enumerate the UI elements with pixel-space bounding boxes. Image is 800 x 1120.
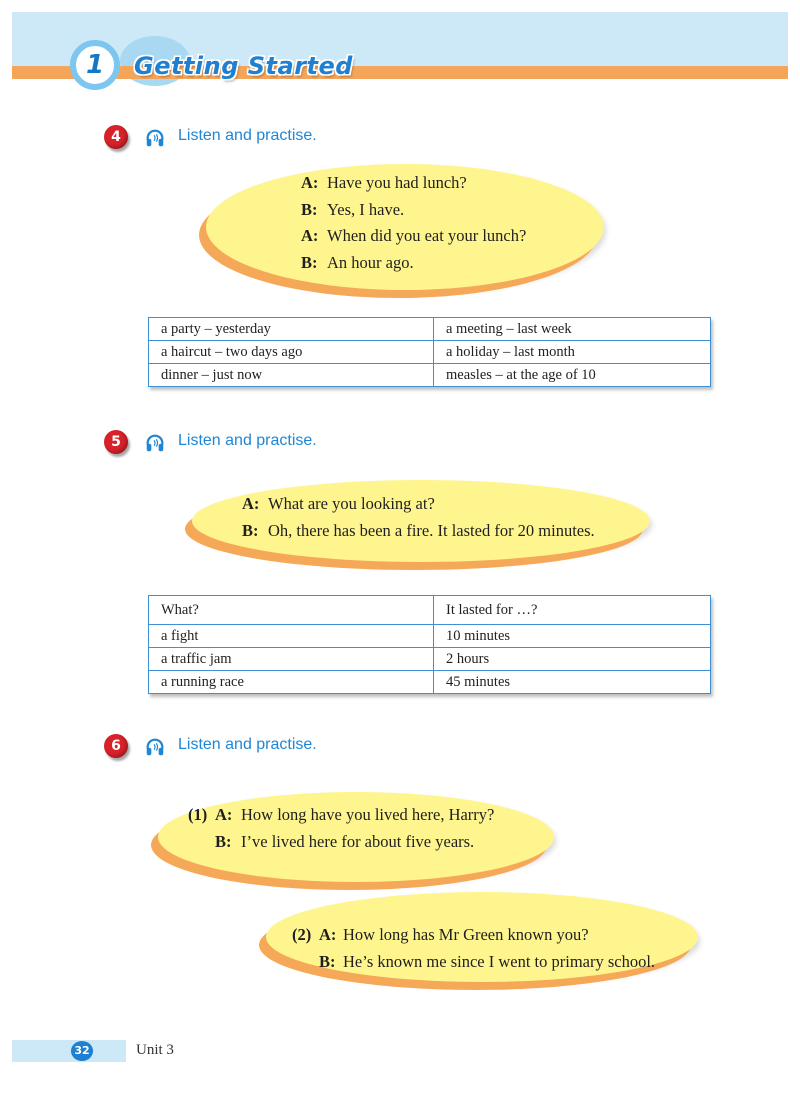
dialogue [242,491,595,544]
table-cell: dinner – just now [149,364,434,387]
dialogue-1 [188,802,494,855]
table-cell: measles – at the age of 10 [434,364,711,387]
table-row [149,341,711,364]
dialogue-text: He’s known me since I went to primary school. [343,951,656,971]
section-instruction: Listen and practise. [178,432,317,449]
unit-number: 1 [85,50,105,80]
page-number: 32 [71,1041,93,1061]
header-stripe [12,66,788,79]
table-cell: a traffic jam [149,648,434,671]
dialogue-text: Yes, I have. [327,199,405,219]
dialogue-text: Oh, there has been a fire. It lasted for 20 minutes. [268,520,595,540]
practice-table [148,317,711,387]
section-5-header [104,430,504,456]
table-header-cell: It lasted for …? [434,596,711,625]
section-6-header [104,734,504,760]
table-row [149,364,711,387]
table-row [149,625,711,648]
speaker-label: A: [301,173,319,192]
table-cell: a haircut – two days ago [149,341,434,364]
dialogue-line [301,197,526,224]
headphones-icon[interactable] [144,127,166,149]
dialogue-line [292,922,655,949]
dialogue-line [242,518,595,545]
dialogue-line [188,829,494,856]
dialogue-text: When did you eat your lunch? [327,226,527,245]
speaker-label: A: [319,925,337,944]
table-cell: a fight [149,625,434,648]
speaker-label: B: [215,831,232,851]
section-instruction: Listen and practise. [178,127,317,144]
table-row [149,671,711,694]
dialogue-text: How long have you lived here, Harry? [241,805,495,824]
table-cell: a running race [149,671,434,694]
section-number-badge: 6 [104,734,128,758]
section-instruction: Listen and practise. [178,736,317,753]
speaker-label: B: [301,199,318,219]
footer-band [12,1040,126,1062]
dialogue-number: (1) [188,805,208,824]
speaker-label: A: [242,494,260,513]
dialogue-text: How long has Mr Green known you? [343,925,589,944]
dialogue-line [242,491,595,518]
table-cell: a meeting – last week [434,318,711,341]
section-4-header [104,125,504,151]
dialogue-line [188,802,494,829]
unit-number-badge [70,40,120,90]
dialogue-text: An hour ago. [327,252,414,272]
dialogue-number: (2) [292,925,312,944]
dialogue-line [301,170,526,197]
dialogue-line [301,223,526,250]
headphones-icon[interactable] [144,736,166,758]
table-cell: 10 minutes [434,625,711,648]
section-number-badge: 5 [104,430,128,454]
table-header-row [149,596,711,625]
table-row [149,318,711,341]
page-title: Getting Started [134,52,353,80]
speaker-label: B: [242,520,259,540]
dialogue [301,170,526,276]
table-cell: 45 minutes [434,671,711,694]
speaker-label: A: [301,226,319,245]
speaker-label: A: [215,805,233,824]
dialogue-text: What are you looking at? [268,494,435,513]
table-row [149,648,711,671]
table-header-cell: What? [149,596,434,625]
speaker-label: B: [319,951,336,971]
section-number-badge: 4 [104,125,128,149]
speaker-label: B: [301,252,318,272]
unit-label: Unit 3 [136,1042,174,1058]
table-cell: 2 hours [434,648,711,671]
practice-table [148,595,711,694]
dialogue-text: I’ve lived here for about five years. [241,831,475,851]
headphones-icon[interactable] [144,432,166,454]
dialogue-line [292,949,655,976]
dialogue-2 [292,922,655,975]
table-cell: a party – yesterday [149,318,434,341]
table-cell: a holiday – last month [434,341,711,364]
dialogue-text: Have you had lunch? [327,173,467,192]
dialogue-line [301,250,526,277]
